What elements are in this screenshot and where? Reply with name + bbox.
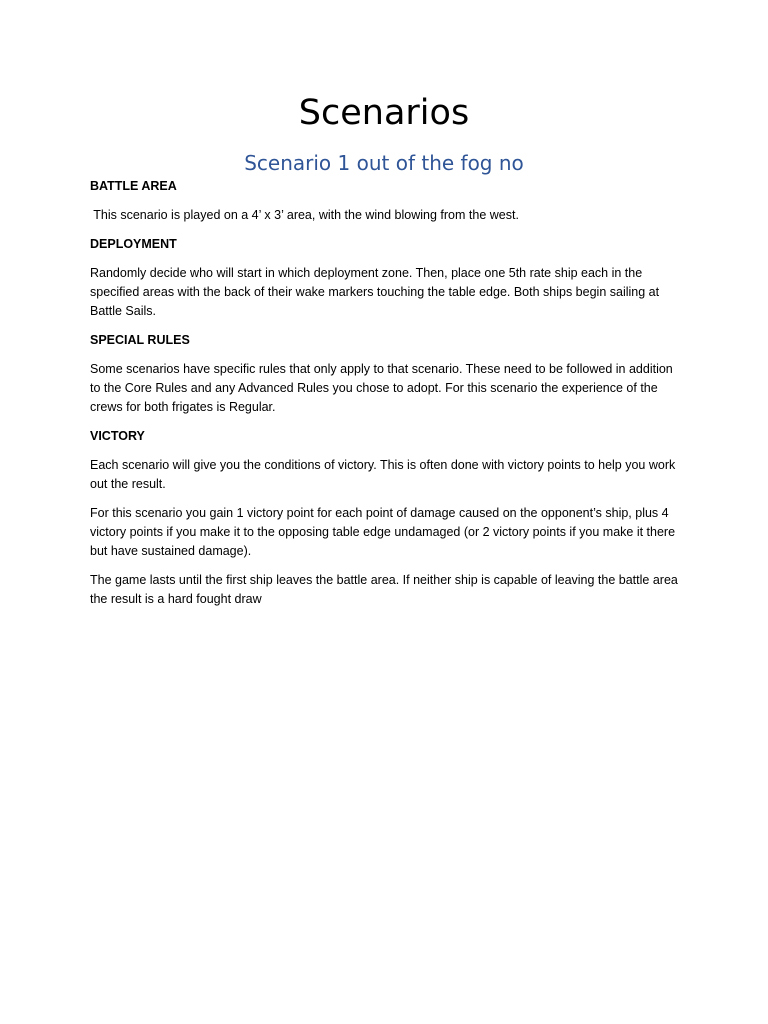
paragraph-victory-points: For this scenario you gain 1 victory point for each point of damage caused on the opponent’s ship, plus 4 victory points if you make it to the opposing table edge undamaged (or 2 victory points if you make it there but have sustained damage). (90, 506, 676, 558)
paragraph-special-rules: Some scenarios have specific rules that only apply to that scenario. These need to be followed in addition to the Core Rules and any Advanced Rules you chose to adopt. For this scenario the experience of the crews for both frigates is Regular. (90, 362, 673, 414)
paragraph-victory-conditions: Each scenario will give you the conditions of victory. This is often done with victory points to help you work out the result. (90, 458, 676, 491)
document-body (90, 177, 680, 619)
section-heading-battle-area: BATTLE AREA (90, 179, 177, 193)
paragraph-battle-area: This scenario is played on a 4’ x 3’ area, with the wind blowing from the west. (90, 208, 519, 222)
scenario-subtitle: Scenario 1 out of the fog no (244, 151, 524, 175)
paragraph-game-length: The game lasts until the first ship leaves the battle area. If neither ship is capable of leaving the battle area the result is a hard fought draw (90, 573, 678, 606)
section-victory (90, 427, 680, 609)
page-title: Scenarios (298, 93, 470, 133)
section-heading-special-rules: SPECIAL RULES (90, 333, 190, 347)
section-heading-victory: VICTORY (90, 429, 145, 443)
section-heading-deployment: DEPLOYMENT (90, 237, 177, 251)
section-battle-area (90, 177, 680, 225)
section-deployment (90, 235, 680, 321)
section-special-rules (90, 331, 680, 417)
paragraph-deployment: Randomly decide who will start in which deployment zone. Then, place one 5th rate ship each in the specified areas with the back of their wake markers touching the table edge. Both ships begin sailing at Battle Sails. (90, 266, 660, 318)
